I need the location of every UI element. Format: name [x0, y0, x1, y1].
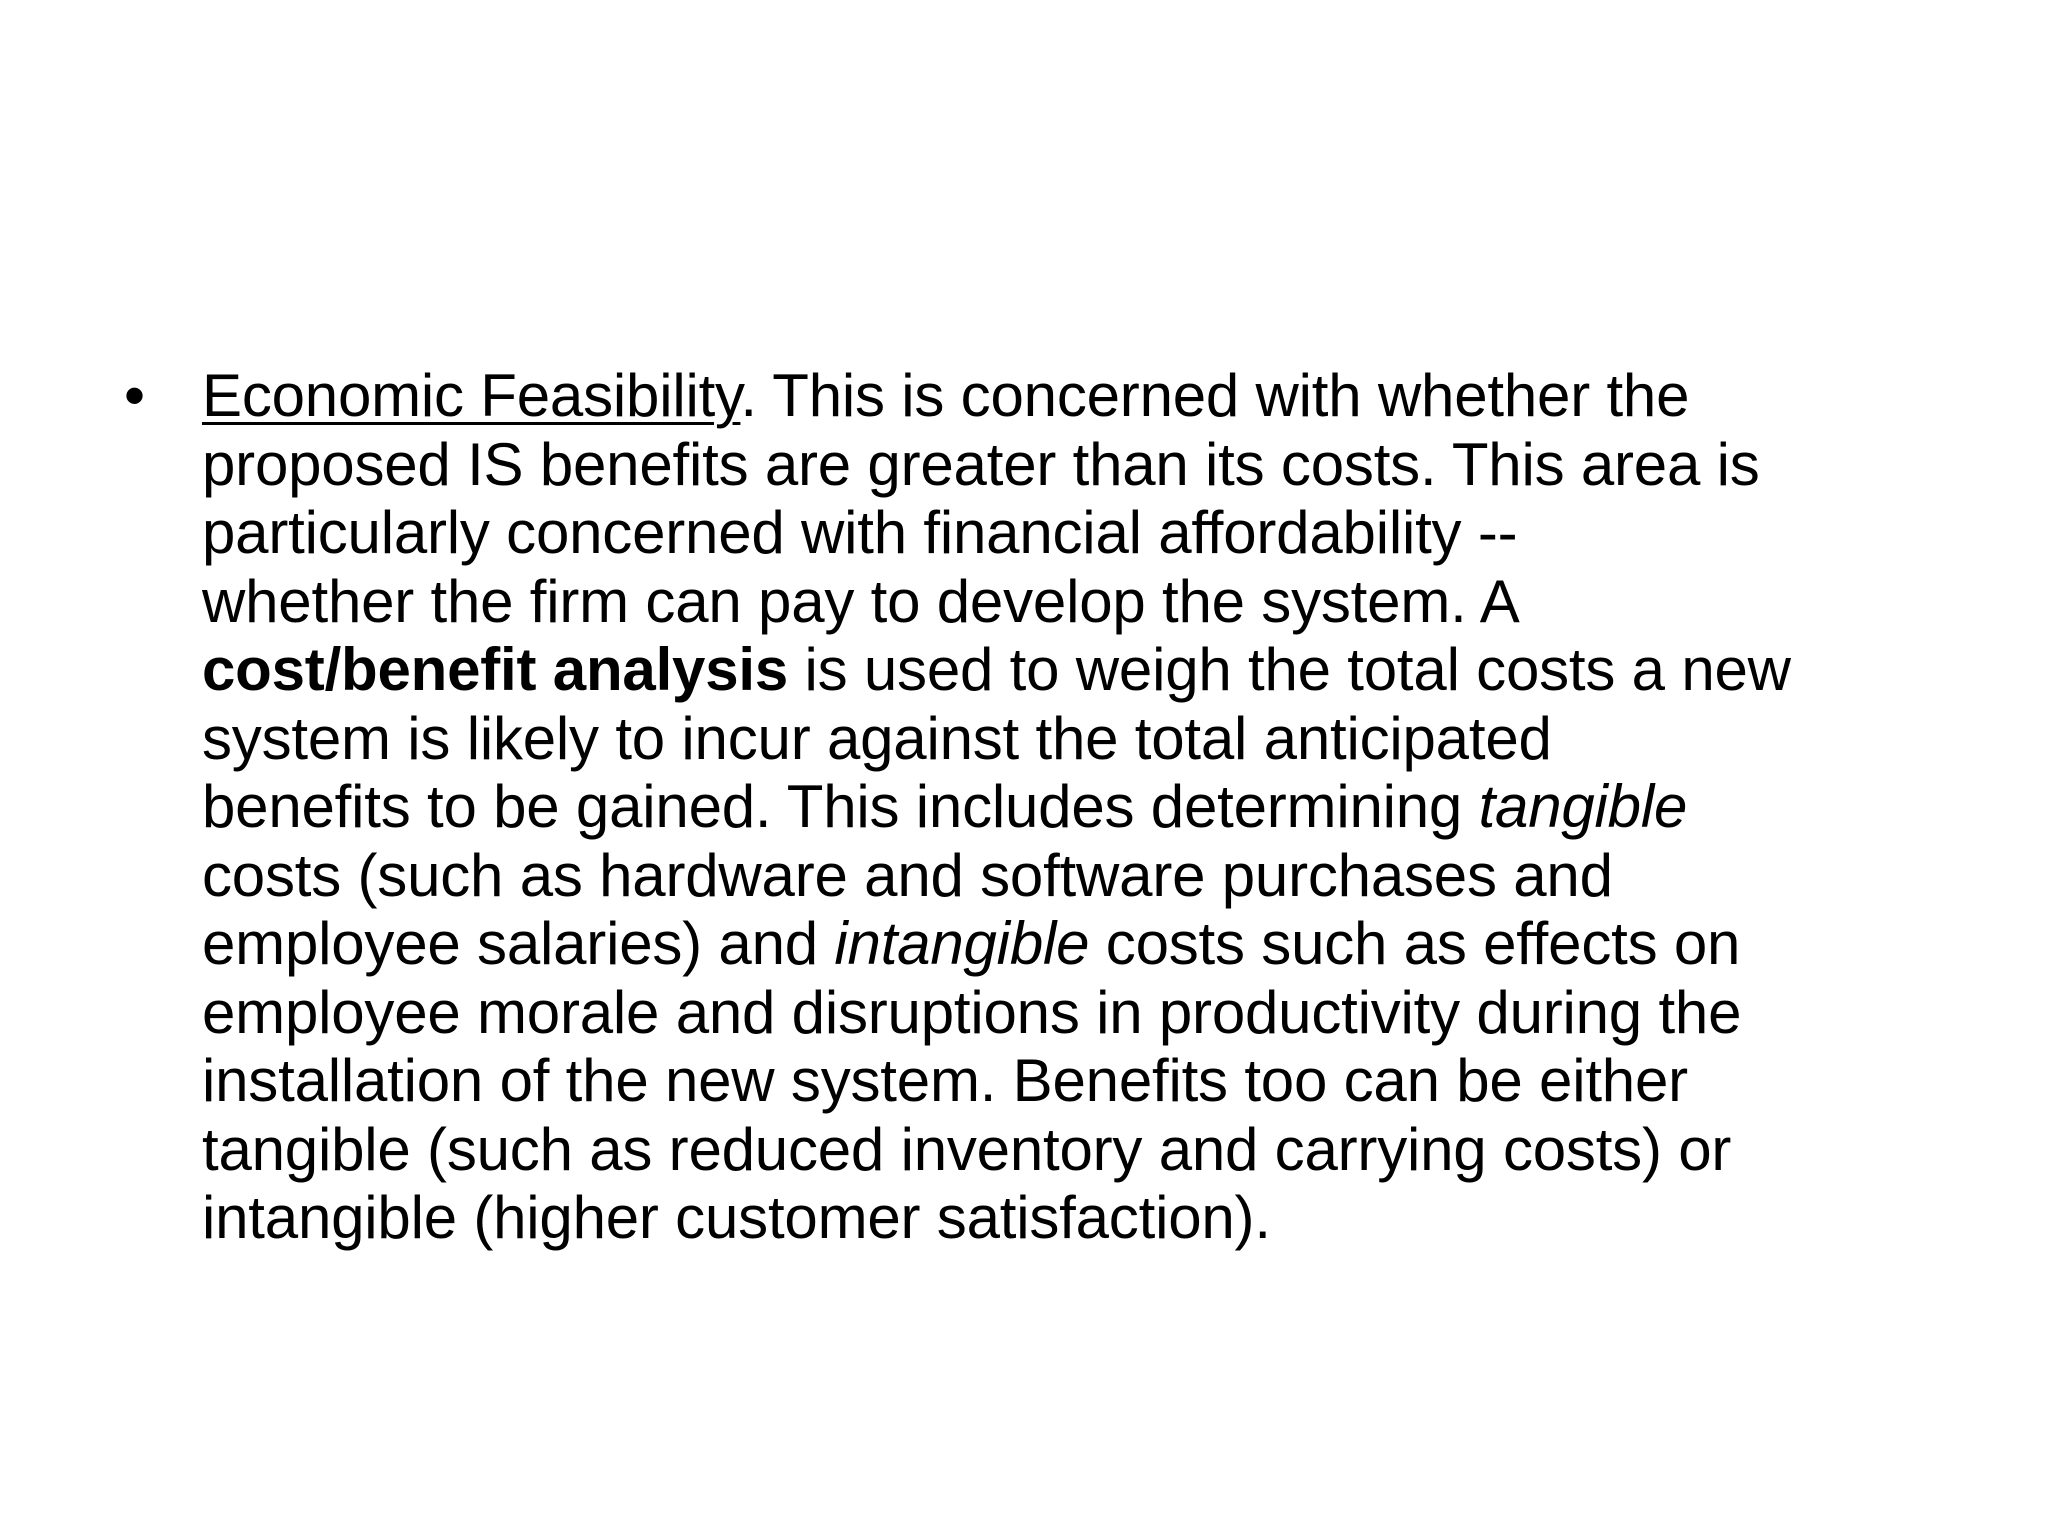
bullet-economic-feasibility	[120, 362, 1970, 1253]
bullet-marker: •	[124, 362, 145, 429]
term-economic-feasibility: Economic Feasibility	[202, 362, 741, 429]
line-9	[202, 910, 1970, 979]
line-9-text-b: costs such as effects on	[1089, 910, 1741, 977]
line-11: installation of the new system. Benefits too can be either	[202, 1047, 1688, 1114]
line-5-text: is used to weigh the total costs a new	[788, 636, 1791, 703]
line-2: proposed IS benefits are greater than its costs. This area is	[202, 430, 1760, 498]
line-9-text-a: employee salaries) and	[202, 910, 835, 977]
line-8: costs (such as hardware and software purchases and	[202, 841, 1613, 909]
term-intangible: intangible	[834, 910, 1090, 977]
bullet-list	[120, 362, 1970, 1253]
line-12: tangible (such as reduced inventory and carrying costs) or	[202, 1115, 1732, 1183]
line-3: particularly concerned with financial affordability --	[202, 499, 1518, 566]
line-10: employee morale and disruptions in productivity during the	[202, 978, 1742, 1046]
line-13: intangible (higher customer satisfaction).	[202, 1184, 1271, 1251]
line-6: system is likely to incur against the total anticipated	[202, 704, 1552, 772]
line-7-text: benefits to be gained. This includes determining	[202, 773, 1479, 840]
term-tangible: tangible	[1478, 773, 1688, 840]
line-1-text: . This is concerned with whether the	[740, 362, 1690, 429]
line-1	[202, 362, 1970, 431]
line-5	[202, 636, 1970, 705]
term-cost-benefit-analysis: cost/benefit analysis	[202, 636, 789, 703]
line-4: whether the firm can pay to develop the system. A	[202, 567, 1520, 635]
line-7	[202, 773, 1970, 842]
